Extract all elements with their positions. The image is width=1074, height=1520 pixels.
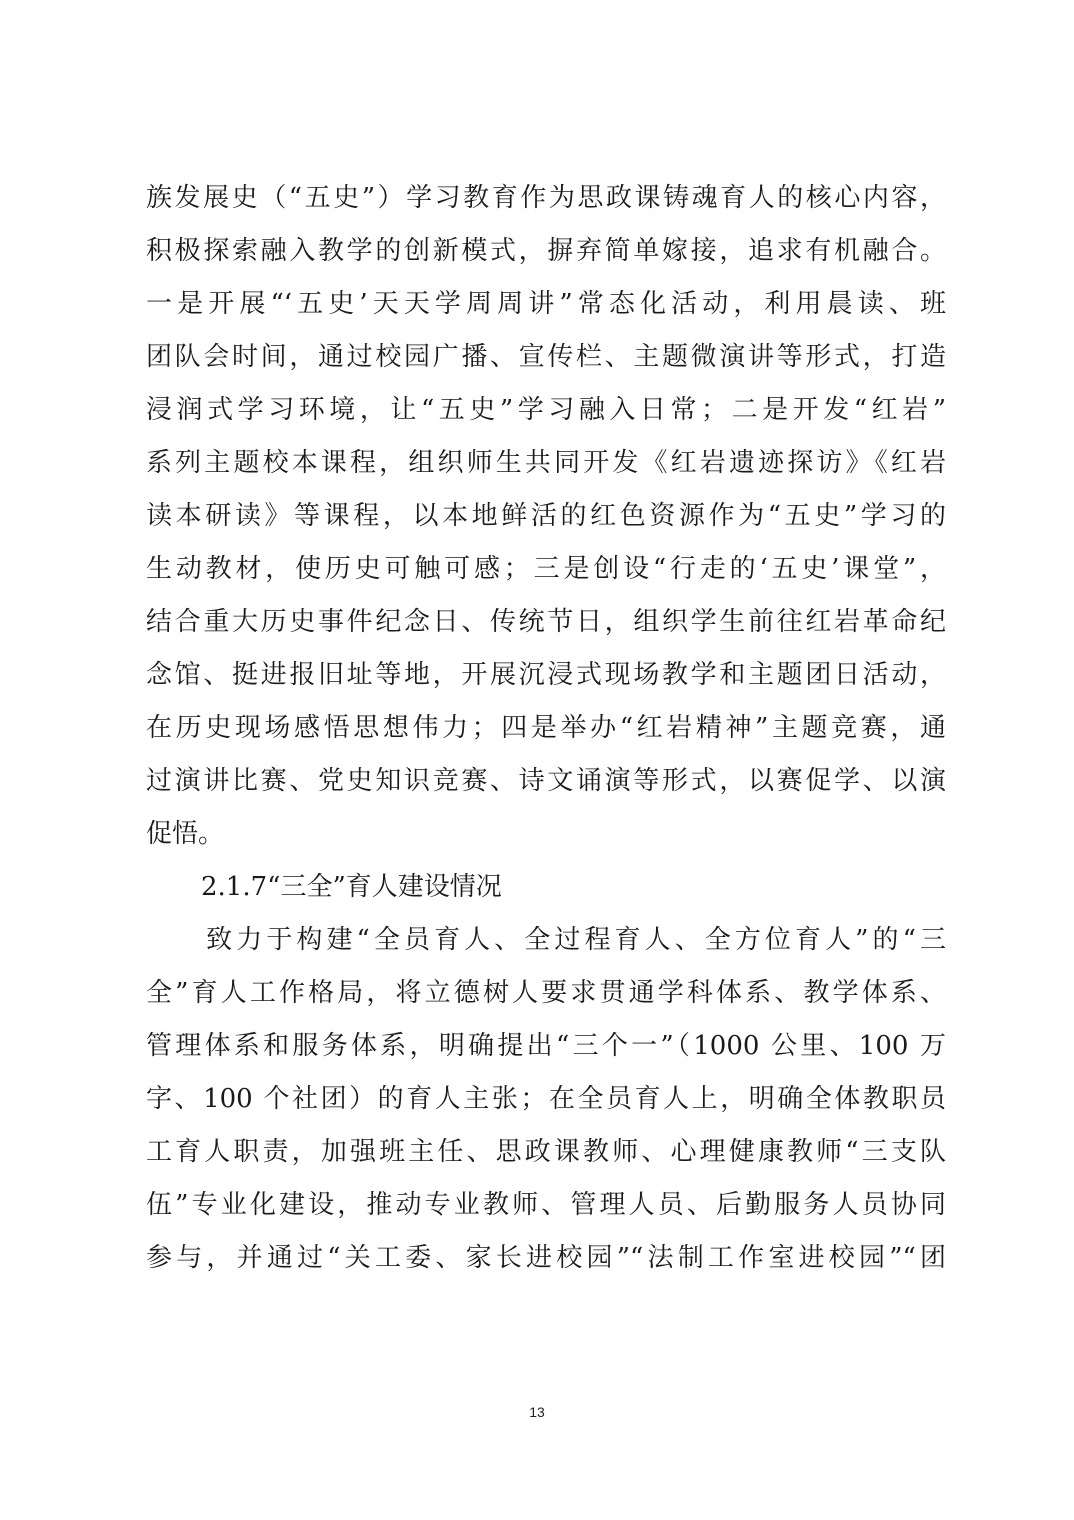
document-body: [146, 172, 946, 1285]
text-line: 系列主题校本课程，组织师生共同开发《红岩遗迹探访》《红岩: [146, 448, 946, 478]
text-line: 过演讲比赛、党史知识竞赛、诗文诵演等形式，以赛促学、以演: [146, 766, 946, 796]
text-line: 字、100 个社团）的育人主张；在全员育人上，明确全体教职员: [146, 1084, 946, 1114]
page-number: 13: [529, 1404, 545, 1420]
text-line: 促悟。: [146, 819, 225, 849]
text-line: 一是开展“‘五史’天天学周周讲”常态化活动，利用晨读、班: [146, 289, 946, 319]
section-heading: 2.1.7“三全”育人建设情况: [201, 872, 502, 902]
text-line: 浸润式学习环境，让“五史”学习融入日常；二是开发“红岩”: [146, 395, 946, 425]
text-line: 伍”专业化建设，推动专业教师、管理人员、后勤服务人员协同: [146, 1190, 946, 1220]
text-line: 积极探索融入教学的创新模式，摒弃简单嫁接，追求有机融合。: [146, 236, 946, 266]
text-line: 在历史现场感悟思想伟力；四是举办“红岩精神”主题竞赛，通: [146, 713, 946, 743]
paragraph-three-all-education: [146, 914, 946, 1285]
text-line: 全”育人工作格局，将立德树人要求贯通学科体系、教学体系、: [146, 978, 946, 1008]
text-line: 工育人职责，加强班主任、思政课教师、心理健康教师“三支队: [146, 1137, 946, 1167]
text-line: 生动教材，使历史可触可感；三是创设“行走的‘五史’课堂”，: [146, 554, 946, 584]
text-line: 念馆、挺进报旧址等地，开展沉浸式现场教学和主题团日活动，: [146, 660, 946, 690]
text-line: 管理体系和服务体系，明确提出“三个一”（1000 公里、100 万: [146, 1031, 946, 1061]
text-line: 参与，并通过“关工委、家长进校园”“法制工作室进校园”“团: [146, 1243, 946, 1273]
text-line: 读本研读》等课程，以本地鲜活的红色资源作为“五史”学习的: [146, 501, 946, 531]
text-line: 族发展史（“五史”）学习教育作为思政课铸魂育人的核心内容，: [146, 183, 946, 213]
text-line: 团队会时间，通过校园广播、宣传栏、主题微演讲等形式，打造: [146, 342, 946, 372]
text-line: 结合重大历史事件纪念日、传统节日，组织学生前往红岩革命纪: [146, 607, 946, 637]
paragraph-five-histories: [146, 172, 946, 861]
text-line: 致力于构建“全员育人、全过程育人、全方位育人”的“三: [146, 925, 946, 955]
